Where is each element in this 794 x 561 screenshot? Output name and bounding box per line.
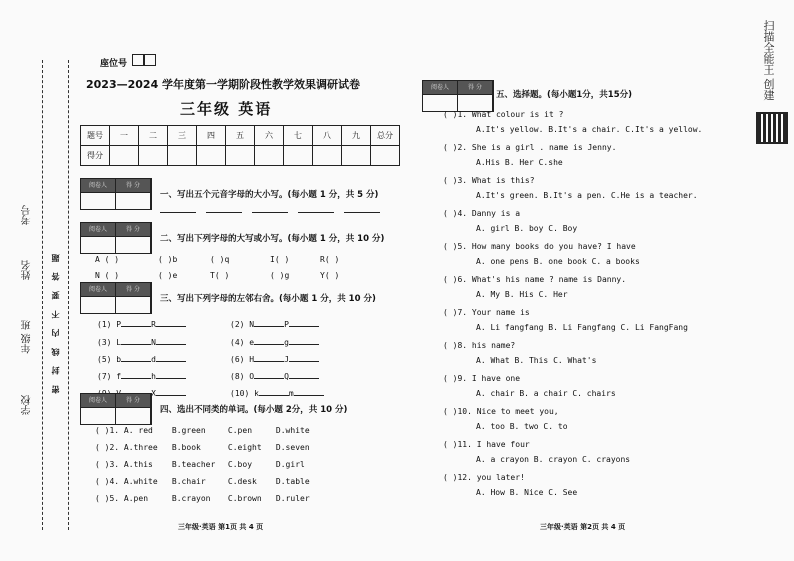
grader-box-4 — [80, 393, 152, 425]
score-table — [80, 125, 400, 166]
binding-name-label: 姓名 — [22, 260, 33, 280]
binding-class-label: 年级 班 — [22, 320, 33, 354]
s2-item: I( ) — [270, 255, 290, 264]
s3-item: (5) b d — [97, 352, 186, 364]
s5-options-12: A. How B. Nice C. See — [476, 488, 578, 497]
binding-number-label: 考号 — [22, 205, 33, 225]
s5-question-6: ( )6. What's his name ? name is Danny. — [443, 275, 627, 284]
section-1-heading: 一、写出五个元音字母的大小写。(每小题 1 分，共 5 分) — [160, 190, 379, 200]
s5-question-8: ( )8. his name? — [443, 341, 516, 350]
s3-item: (8) O Q — [230, 369, 319, 381]
score-head-8: 八 — [313, 126, 342, 146]
score-head-9: 九 — [342, 126, 371, 146]
s5-question-10: ( )10. Nice to meet you, — [443, 407, 559, 416]
s5-options-11: A. a crayon B. crayon C. crayons — [476, 455, 631, 464]
s3-item: (10) k m — [230, 386, 324, 398]
s5-options-9: A. chair B. a chair C. chairs — [476, 389, 616, 398]
answer-line[interactable] — [206, 212, 242, 213]
s4-row: ( )4. A.white B.chair C.desk D.table — [95, 477, 310, 486]
s5-options-7: A. Li fangfang B. Li Fangfang C. Li FangFang — [476, 323, 688, 332]
binding-dashed-line-outer — [42, 60, 43, 530]
score-head-0: 题号 — [81, 126, 110, 146]
s5-question-9: ( )9. I have one — [443, 374, 521, 383]
s5-question-2: ( )2. She is a girl . name is Jenny. — [443, 143, 617, 152]
grader-label: 阅卷人 — [81, 223, 116, 236]
score-head-7: 七 — [284, 126, 313, 146]
s2-item: ( )q — [210, 255, 230, 264]
score-head-5: 五 — [226, 126, 255, 146]
score-head-10: 总分 — [371, 126, 400, 146]
s5-options-5: A. one pens B. one book C. a books — [476, 257, 640, 266]
s3-item: (4) e g — [230, 335, 319, 347]
grader-score-label: 得 分 — [116, 179, 151, 192]
score-cell[interactable] — [168, 146, 197, 166]
s5-question-12: ( )12. you later! — [443, 473, 525, 482]
s3-item: X — [97, 386, 186, 398]
s5-options-10: A. too B. two C. to — [476, 422, 568, 431]
s5-question-3: ( )3. What is this? — [443, 176, 535, 185]
score-cell[interactable] — [371, 146, 400, 166]
s2-item: ( )b — [158, 255, 178, 264]
s5-question-1: ( )1. What colour is it ? — [443, 110, 564, 119]
score-row-label: 得分 — [81, 146, 110, 166]
s2-item: Y( ) — [320, 271, 340, 280]
grader-box-5 — [422, 80, 494, 112]
s4-row: ( )3. A.this B.teacher C.boy D.girl — [95, 460, 305, 469]
score-head-2: 二 — [139, 126, 168, 146]
s5-options-4: A. girl B. boy C. Boy — [476, 224, 578, 233]
grader-score-label: 得 分 — [116, 283, 151, 296]
section-3-heading: 三、写出下列字母的左邻右舍。(每小题 1 分，共 10 分) — [160, 294, 376, 304]
seat-box-1 — [132, 54, 144, 66]
grader-box-3 — [80, 282, 152, 314]
grader-score-label: 得 分 — [116, 223, 151, 236]
binding-school-label: 学校 — [22, 395, 33, 415]
answer-line[interactable] — [344, 212, 380, 213]
s5-options-1: A.It's yellow. B.It's a chair. C.It's a yellow. — [476, 125, 703, 134]
seat-label: 座位号 — [100, 59, 128, 69]
s5-options-3: A.It's green. B.It's a pen. C.He is a teacher. — [476, 191, 698, 200]
s4-row: ( )1. A. red B.green C.pen D.white — [95, 426, 310, 435]
s5-question-7: ( )7. Your name is — [443, 308, 530, 317]
grader-score-label: 得 分 — [458, 81, 493, 94]
s5-question-5: ( )5. How many books do you have? I have — [443, 242, 636, 251]
score-cell[interactable] — [342, 146, 371, 166]
footer-page-1: 三年级·英语 第1页 共 4 页 — [178, 523, 264, 531]
s3-item: (3) L N — [97, 335, 186, 347]
grader-box-2 — [80, 222, 152, 254]
exam-subtitle: 三年级 英语 — [180, 100, 273, 118]
s2-item: N ( ) — [95, 271, 120, 280]
grader-box-1 — [80, 178, 152, 210]
grader-score-label: 得 分 — [116, 394, 151, 407]
s2-item: ( )e — [158, 271, 178, 280]
grader-label: 阅卷人 — [81, 394, 116, 407]
section-4-heading: 四、选出不同类的单词。(每小题 2分，共 10 分) — [160, 405, 348, 415]
answer-line[interactable] — [160, 212, 196, 213]
answer-line[interactable] — [252, 212, 288, 213]
s3-item: (7) f h — [97, 369, 186, 381]
footer-page-2: 三年级·英语 第2页 共 4 页 — [540, 523, 626, 531]
score-cell[interactable] — [255, 146, 284, 166]
exam-title: 2023—2024 学年度第一学期阶段性教学效果调研试卷 — [86, 78, 361, 91]
binding-seal-text: 密 封 线 内 不 要 答 题 — [51, 250, 60, 394]
s2-item: R( ) — [320, 255, 340, 264]
score-head-3: 三 — [168, 126, 197, 146]
s3-item: (2) N P — [230, 317, 319, 329]
s5-options-8: A. What B. This C. What's — [476, 356, 597, 365]
s3-item: (6) H J — [230, 352, 319, 364]
score-cell[interactable] — [284, 146, 313, 166]
section-2-heading: 二、写出下列字母的大写或小写。(每小题 1 分，共 10 分) — [160, 234, 385, 244]
s2-item: A ( ) — [95, 255, 120, 264]
score-cell[interactable] — [226, 146, 255, 166]
s2-item: T( ) — [210, 271, 230, 280]
s4-row: ( )2. A.three B.book C.eight D.seven — [95, 443, 310, 452]
s3-item: (1) P R — [97, 317, 186, 329]
binding-dashed-line-inner — [68, 60, 69, 530]
score-head-6: 六 — [255, 126, 284, 146]
grader-label: 阅卷人 — [81, 283, 116, 296]
qr-code-icon — [756, 112, 788, 144]
grader-label: 阅卷人 — [423, 81, 458, 94]
s5-question-11: ( )11. I have four — [443, 440, 530, 449]
score-head-1: 一 — [110, 126, 139, 146]
section-5-heading: 五、选择题。(每小题1分，共15分) — [496, 90, 633, 100]
s4-row: ( )5. A.pen B.crayon C.brown D.ruler — [95, 494, 310, 503]
score-cell[interactable] — [110, 146, 139, 166]
s5-question-4: ( )4. Danny is a — [443, 209, 521, 218]
s2-item: ( )g — [270, 271, 290, 280]
score-head-4: 四 — [197, 126, 226, 146]
grader-label: 阅卷人 — [81, 179, 116, 192]
scanner-stamp-text: 扫描全能王 创建 — [762, 20, 775, 101]
score-cell[interactable] — [197, 146, 226, 166]
answer-line[interactable] — [298, 212, 334, 213]
score-cell[interactable] — [313, 146, 342, 166]
score-cell[interactable] — [139, 146, 168, 166]
s5-options-6: A. My B. His C. Her — [476, 290, 568, 299]
s5-options-2: A.His B. Her C.she — [476, 158, 563, 167]
seat-box-2 — [144, 54, 156, 66]
